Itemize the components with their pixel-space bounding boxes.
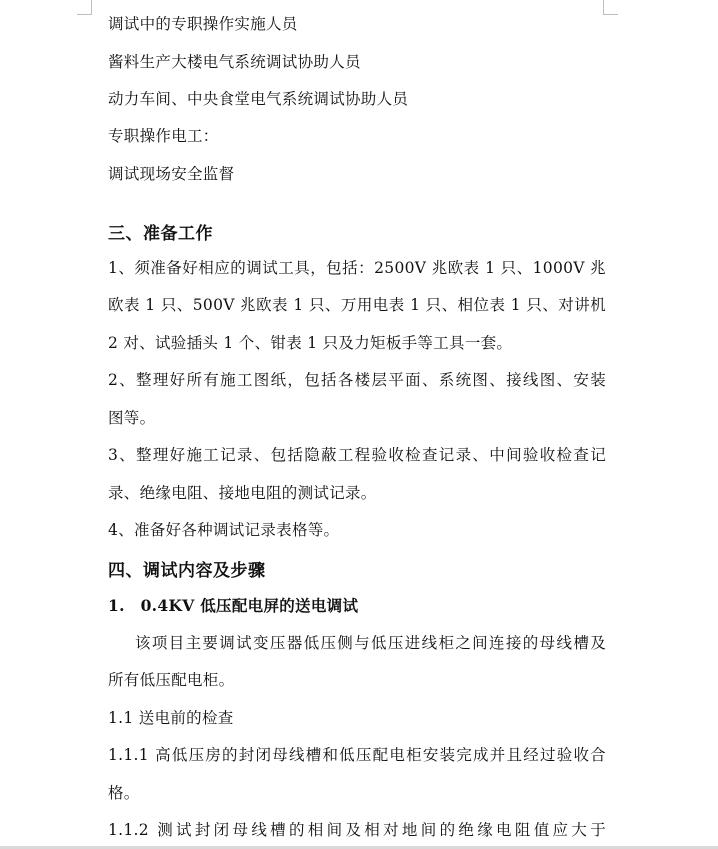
text-line: 录、绝缘电阻、接地电阻的测试记录。 bbox=[108, 484, 377, 502]
page-corner-mark-right bbox=[603, 0, 618, 15]
page-corner-mark-left bbox=[77, 0, 92, 15]
subsection-heading: 1. 0.4KV 低压配电屏的送电调试 bbox=[108, 596, 359, 615]
text-line: 调试现场安全监督 bbox=[108, 165, 235, 183]
text-line: 欧表 1 只、500V 兆欧表 1 只、万用电表 1 只、相位表 1 只、对讲机 bbox=[108, 296, 606, 314]
text-line: 调试中的专职操作实施人员 bbox=[108, 15, 298, 33]
text-line: 2 对、试验插头 1 个、钳表 1 只及力矩板手等工具一套。 bbox=[108, 334, 513, 352]
text-line: 3、整理好施工记录、包括隐蔽工程验收检查记录、中间验收检查记 bbox=[108, 446, 606, 464]
text-line: 1、须准备好相应的调试工具，包括：2500V 兆欧表 1 只、1000V 兆 bbox=[108, 259, 606, 277]
text-line: 酱料生产大楼电气系统调试协助人员 bbox=[108, 53, 361, 71]
section-heading: 三、准备工作 bbox=[108, 224, 213, 244]
text-line: 所有低压配电柜。 bbox=[108, 671, 235, 689]
text-line: 1.1.1 高低压房的封闭母线槽和低压配电柜安装完成并且经过验收合 bbox=[108, 746, 606, 764]
text-line: 4、准备好各种调试记录表格等。 bbox=[108, 521, 340, 539]
text-line: 1.1 送电前的检查 bbox=[108, 709, 234, 727]
text-line: 2、整理好所有施工图纸，包括各楼层平面、系统图、接线图、安装 bbox=[108, 371, 606, 389]
section-heading: 四、调试内容及步骤 bbox=[108, 561, 266, 581]
text-line: 该项目主要调试变压器低压侧与低压进线柜之间连接的母线槽及 bbox=[135, 634, 606, 652]
text-line: 格。 bbox=[108, 784, 140, 802]
text-line: 1.1.2 测试封闭母线槽的相间及相对地间的绝缘电阻值应大于 bbox=[108, 821, 606, 839]
text-line: 图等。 bbox=[108, 409, 156, 427]
text-line: 动力车间、中央食堂电气系统调试协助人员 bbox=[108, 90, 409, 108]
text-line: 专职操作电工： bbox=[108, 127, 219, 145]
